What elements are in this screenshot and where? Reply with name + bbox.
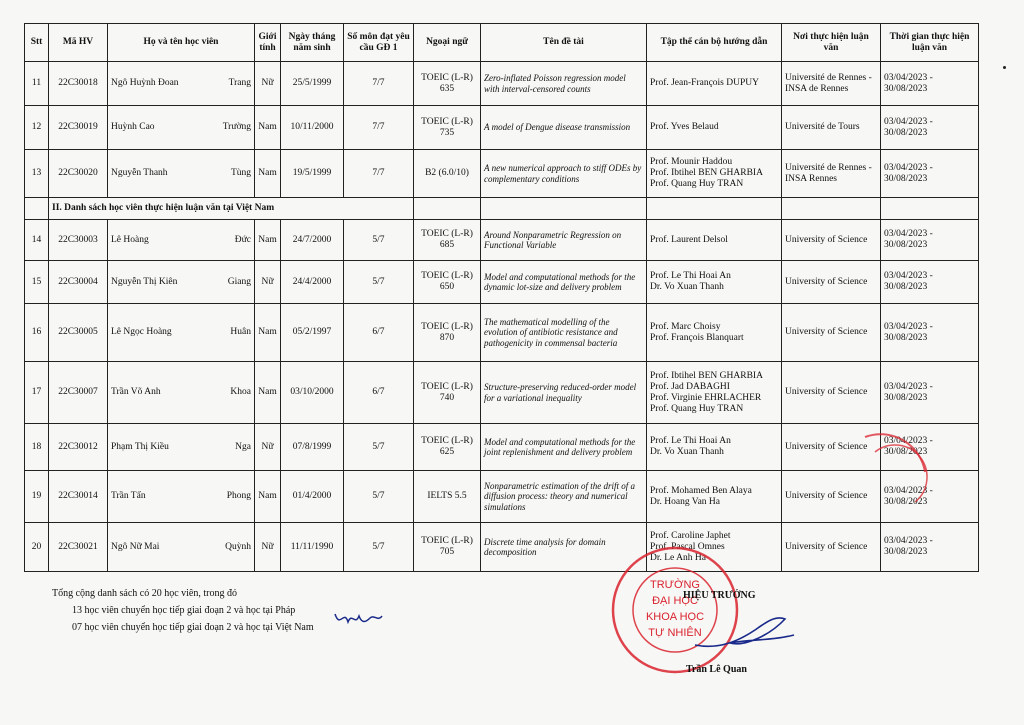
student-given-name: Trang bbox=[228, 78, 251, 88]
student-surname: Ngô Nữ Mai bbox=[111, 541, 160, 552]
header-ho-ten: Họ và tên học viên bbox=[108, 24, 255, 62]
cell-noi-thuc-hien: University of Science bbox=[782, 362, 881, 424]
student-surname: Phạm Thị Kiều bbox=[111, 441, 169, 452]
header-ma-hv: Mã HV bbox=[49, 24, 108, 62]
cell-ho-ten bbox=[108, 523, 255, 572]
cell-ngoai-ngu: IELTS 5.5 bbox=[414, 471, 481, 523]
cell-gioi-tinh: Nam bbox=[255, 304, 281, 362]
cell-ma-hv: 22C30004 bbox=[49, 261, 108, 304]
table-row bbox=[25, 220, 979, 261]
table-row bbox=[25, 304, 979, 362]
cell-gioi-tinh: Nữ bbox=[255, 261, 281, 304]
cell-noi-thuc-hien: University of Science bbox=[782, 220, 881, 261]
cell-can-bo: Prof. Yves Belaud bbox=[647, 106, 782, 150]
cell-gioi-tinh: Nam bbox=[255, 362, 281, 424]
cell-ma-hv: 22C30005 bbox=[49, 304, 108, 362]
cell-stt: 18 bbox=[25, 424, 49, 471]
student-given-name: Phong bbox=[226, 491, 251, 501]
table-row bbox=[25, 261, 979, 304]
seal-line-1: TRƯỜNG bbox=[650, 579, 700, 591]
cell-stt: 14 bbox=[25, 220, 49, 261]
cell-ma-hv: 22C30003 bbox=[49, 220, 108, 261]
cell-noi-thuc-hien: University of Science bbox=[782, 424, 881, 471]
student-given-name: Trường bbox=[222, 122, 251, 132]
cell-thoi-gian: 03/04/2023 - 30/08/2023 bbox=[881, 220, 979, 261]
cell-stt: 19 bbox=[25, 471, 49, 523]
table-row bbox=[25, 62, 979, 106]
seal-line-4: TỰ NHIÊN bbox=[648, 627, 702, 639]
student-given-name: Quỳnh bbox=[225, 541, 251, 552]
cell-gioi-tinh: Nữ bbox=[255, 62, 281, 106]
student-given-name: Huân bbox=[230, 327, 251, 337]
student-surname: Trần Tấn bbox=[111, 491, 146, 501]
cell-thoi-gian: 03/04/2023 - 30/08/2023 bbox=[881, 362, 979, 424]
seal-line-3: KHOA HỌC bbox=[645, 611, 705, 623]
cell-ngoai-ngu: TOEIC (L-R) 650 bbox=[414, 261, 481, 304]
cell-ten-de-tai: Discrete time analysis for domain decomposition bbox=[481, 523, 647, 572]
cell-so-mon: 5/7 bbox=[344, 424, 414, 471]
cell-noi-thuc-hien: University of Science bbox=[782, 304, 881, 362]
cell-gioi-tinh: Nam bbox=[255, 106, 281, 150]
cell-can-bo: Prof. Jean-François DUPUY bbox=[647, 62, 782, 106]
cell-thoi-gian: 03/04/2023 - 30/08/2023 bbox=[881, 106, 979, 150]
cell-ngay-sinh: 11/11/1990 bbox=[281, 523, 344, 572]
stamp-mark bbox=[855, 432, 935, 532]
cell-ngoai-ngu: B2 (6.0/10) bbox=[414, 150, 481, 198]
cell-ten-de-tai: The mathematical modelling of the evolution of antibiotic resistance and pathogenicity in commensal bacteria bbox=[481, 304, 647, 362]
cell-ma-hv: 22C30014 bbox=[49, 471, 108, 523]
cell-stt: 20 bbox=[25, 523, 49, 572]
cell-noi-thuc-hien: University of Science bbox=[782, 523, 881, 572]
cell-can-bo: Prof. Laurent Delsol bbox=[647, 220, 782, 261]
header-so-mon: Số môn đạt yêu cầu GĐ 1 bbox=[344, 24, 414, 62]
cell-noi-thuc-hien: Université de Rennes - INSA de Rennes bbox=[782, 62, 881, 106]
cell-ngay-sinh: 05/2/1997 bbox=[281, 304, 344, 362]
table-row bbox=[25, 424, 979, 471]
student-table bbox=[24, 23, 979, 572]
header-can-bo: Tập thể cán bộ hướng dẫn bbox=[647, 24, 782, 62]
cell-ten-de-tai: Model and computational methods for the joint replenishment and delivery problem bbox=[481, 424, 647, 471]
cell-stt: 16 bbox=[25, 304, 49, 362]
cell-ngay-sinh: 07/8/1999 bbox=[281, 424, 344, 471]
header-ngoai-ngu: Ngoại ngữ bbox=[414, 24, 481, 62]
cell-can-bo: Prof. Mohamed Ben Alaya Dr. Hoang Van Ha bbox=[647, 471, 782, 523]
student-given-name: Khoa bbox=[230, 387, 251, 397]
header-noi-thuc-hien: Nơi thực hiện luận văn bbox=[782, 24, 881, 62]
cell-thoi-gian: 03/04/2023 - 30/08/2023 bbox=[881, 471, 979, 523]
cell-ten-de-tai: A new numerical approach to stiff ODEs by complementary conditions bbox=[481, 150, 647, 198]
cell-thoi-gian: 03/04/2023 - 30/08/2023 bbox=[881, 424, 979, 471]
cell-stt: 15 bbox=[25, 261, 49, 304]
cell-stt: 13 bbox=[25, 150, 49, 198]
margin-dot bbox=[1003, 66, 1006, 69]
cell-so-mon: 5/7 bbox=[344, 220, 414, 261]
cell-ho-ten bbox=[108, 424, 255, 471]
cell-gioi-tinh: Nữ bbox=[255, 523, 281, 572]
header-ngay-sinh: Ngày tháng năm sinh bbox=[281, 24, 344, 62]
cell-thoi-gian: 03/04/2023 - 30/08/2023 bbox=[881, 150, 979, 198]
cell-so-mon: 5/7 bbox=[344, 471, 414, 523]
cell-can-bo: Prof. Caroline Japhet Prof. Pascal Omnes Dr. Le Anh Ha bbox=[647, 523, 782, 572]
cell-ho-ten bbox=[108, 106, 255, 150]
student-given-name: Đức bbox=[234, 234, 251, 245]
cell-ho-ten bbox=[108, 62, 255, 106]
cell-noi-thuc-hien: Université de Rennes - INSA Rennes bbox=[782, 150, 881, 198]
cell-ngay-sinh: 24/4/2000 bbox=[281, 261, 344, 304]
cell-can-bo: Prof. Mounir Haddou Prof. Ibtihel BEN GHARBIA Prof. Quang Huy TRAN bbox=[647, 150, 782, 198]
cell-ngay-sinh: 19/5/1999 bbox=[281, 150, 344, 198]
section-row bbox=[25, 198, 979, 220]
cell-gioi-tinh: Nam bbox=[255, 220, 281, 261]
cell-ho-ten bbox=[108, 304, 255, 362]
seal-line-2: ĐẠI HỌC bbox=[652, 595, 698, 607]
cell-so-mon: 5/7 bbox=[344, 261, 414, 304]
student-surname: Nguyễn Thị Kiên bbox=[111, 276, 178, 287]
cell-stt: 12 bbox=[25, 106, 49, 150]
cell-ma-hv: 22C30019 bbox=[49, 106, 108, 150]
cell-ngoai-ngu: TOEIC (L-R) 740 bbox=[414, 362, 481, 424]
cell-ho-ten bbox=[108, 220, 255, 261]
cell-ngay-sinh: 25/5/1999 bbox=[281, 62, 344, 106]
cell-stt: 17 bbox=[25, 362, 49, 424]
cell-so-mon: 5/7 bbox=[344, 523, 414, 572]
cell-ngoai-ngu: TOEIC (L-R) 705 bbox=[414, 523, 481, 572]
cell-ma-hv: 22C30012 bbox=[49, 424, 108, 471]
cell-thoi-gian: 03/04/2023 - 30/08/2023 bbox=[881, 304, 979, 362]
student-given-name: Giang bbox=[227, 276, 251, 287]
cell-ngoai-ngu: TOEIC (L-R) 870 bbox=[414, 304, 481, 362]
cell-noi-thuc-hien: University of Science bbox=[782, 261, 881, 304]
table-row bbox=[25, 150, 979, 198]
cell-ngay-sinh: 10/11/2000 bbox=[281, 106, 344, 150]
header-stt: Stt bbox=[25, 24, 49, 62]
student-surname: Huỳnh Cao bbox=[111, 122, 155, 132]
header-row bbox=[25, 24, 979, 62]
cell-ten-de-tai: Around Nonparametric Regression on Functional Variable bbox=[481, 220, 647, 261]
cell-can-bo: Prof. Le Thi Hoai An Dr. Vo Xuan Thanh bbox=[647, 261, 782, 304]
cell-thoi-gian: 03/04/2023 - 30/08/2023 bbox=[881, 62, 979, 106]
cell-gioi-tinh: Nam bbox=[255, 471, 281, 523]
cell-gioi-tinh: Nữ bbox=[255, 424, 281, 471]
principal-signature bbox=[690, 605, 800, 665]
header-ten-de-tai: Tên đề tài bbox=[481, 24, 647, 62]
summary-line-1: Tổng cộng danh sách có 20 học viên, trong đó bbox=[52, 588, 237, 599]
cell-ngoai-ngu: TOEIC (L-R) 625 bbox=[414, 424, 481, 471]
cell-can-bo: Prof. Ibtihel BEN GHARBIA Prof. Jad DABAGHI Prof. Virginie EHRLACHER Prof. Quang Huy TRAN bbox=[647, 362, 782, 424]
cell-ten-de-tai: Zero-inflated Poisson regression model with interval-censored counts bbox=[481, 62, 647, 106]
cell-ngay-sinh: 24/7/2000 bbox=[281, 220, 344, 261]
cell-can-bo: Prof. Marc Choisy Prof. François Blanquart bbox=[647, 304, 782, 362]
summary-line-2: 13 học viên chuyển học tiếp giai đoạn 2 và học tại Pháp bbox=[72, 605, 296, 616]
cell-ten-de-tai: A model of Dengue disease transmission bbox=[481, 106, 647, 150]
student-surname: Trần Võ Anh bbox=[111, 387, 161, 397]
cell-ngoai-ngu: TOEIC (L-R) 735 bbox=[414, 106, 481, 150]
cell-can-bo: Prof. Le Thi Hoai An Dr. Vo Xuan Thanh bbox=[647, 424, 782, 471]
initials-signature bbox=[330, 604, 390, 634]
cell-ho-ten bbox=[108, 362, 255, 424]
cell-ten-de-tai: Model and computational methods for the dynamic lot-size and delivery problem bbox=[481, 261, 647, 304]
cell-so-mon: 7/7 bbox=[344, 106, 414, 150]
student-given-name: Tùng bbox=[230, 168, 251, 178]
section-title: II. Danh sách học viên thực hiện luận văn tại Việt Nam bbox=[49, 198, 414, 220]
cell-so-mon: 6/7 bbox=[344, 304, 414, 362]
cell-so-mon: 6/7 bbox=[344, 362, 414, 424]
cell-ho-ten bbox=[108, 150, 255, 198]
cell-ngay-sinh: 01/4/2000 bbox=[281, 471, 344, 523]
student-surname: Ngô Huỳnh Đoan bbox=[111, 78, 179, 88]
cell-ma-hv: 22C30021 bbox=[49, 523, 108, 572]
table-row bbox=[25, 362, 979, 424]
cell-thoi-gian: 03/04/2023 - 30/08/2023 bbox=[881, 261, 979, 304]
student-surname: Lê Hoàng bbox=[111, 234, 149, 245]
student-given-name: Nga bbox=[235, 441, 251, 452]
student-surname: Nguyễn Thanh bbox=[111, 168, 168, 178]
cell-ho-ten bbox=[108, 471, 255, 523]
header-gioi-tinh: Giới tính bbox=[255, 24, 281, 62]
cell-ho-ten bbox=[108, 261, 255, 304]
principal-name: Trần Lê Quan bbox=[686, 664, 747, 675]
cell-so-mon: 7/7 bbox=[344, 62, 414, 106]
cell-thoi-gian: 03/04/2023 - 30/08/2023 bbox=[881, 523, 979, 572]
cell-ngoai-ngu: TOEIC (L-R) 635 bbox=[414, 62, 481, 106]
cell-stt: 11 bbox=[25, 62, 49, 106]
cell-ten-de-tai: Nonparametric estimation of the drift of a diffusion process: theory and numerical simulations bbox=[481, 471, 647, 523]
cell-ten-de-tai: Structure-preserving reduced-order model for a variational inequality bbox=[481, 362, 647, 424]
cell-ma-hv: 22C30020 bbox=[49, 150, 108, 198]
student-surname: Lê Ngọc Hoàng bbox=[111, 327, 172, 337]
cell-ma-hv: 22C30007 bbox=[49, 362, 108, 424]
principal-title: HIỆU TRƯỞNG bbox=[683, 590, 756, 601]
table-row bbox=[25, 523, 979, 572]
cell-noi-thuc-hien: Université de Tours bbox=[782, 106, 881, 150]
cell-ma-hv: 22C30018 bbox=[49, 62, 108, 106]
summary-line-3: 07 học viên chuyển học tiếp giai đoạn 2 và học tại Việt Nam bbox=[72, 622, 314, 633]
table-row bbox=[25, 471, 979, 523]
table-row bbox=[25, 106, 979, 150]
cell-so-mon: 7/7 bbox=[344, 150, 414, 198]
cell-ngoai-ngu: TOEIC (L-R) 685 bbox=[414, 220, 481, 261]
cell-ngay-sinh: 03/10/2000 bbox=[281, 362, 344, 424]
cell-gioi-tinh: Nam bbox=[255, 150, 281, 198]
header-thoi-gian: Thời gian thực hiện luận văn bbox=[881, 24, 979, 62]
cell-noi-thuc-hien: University of Science bbox=[782, 471, 881, 523]
